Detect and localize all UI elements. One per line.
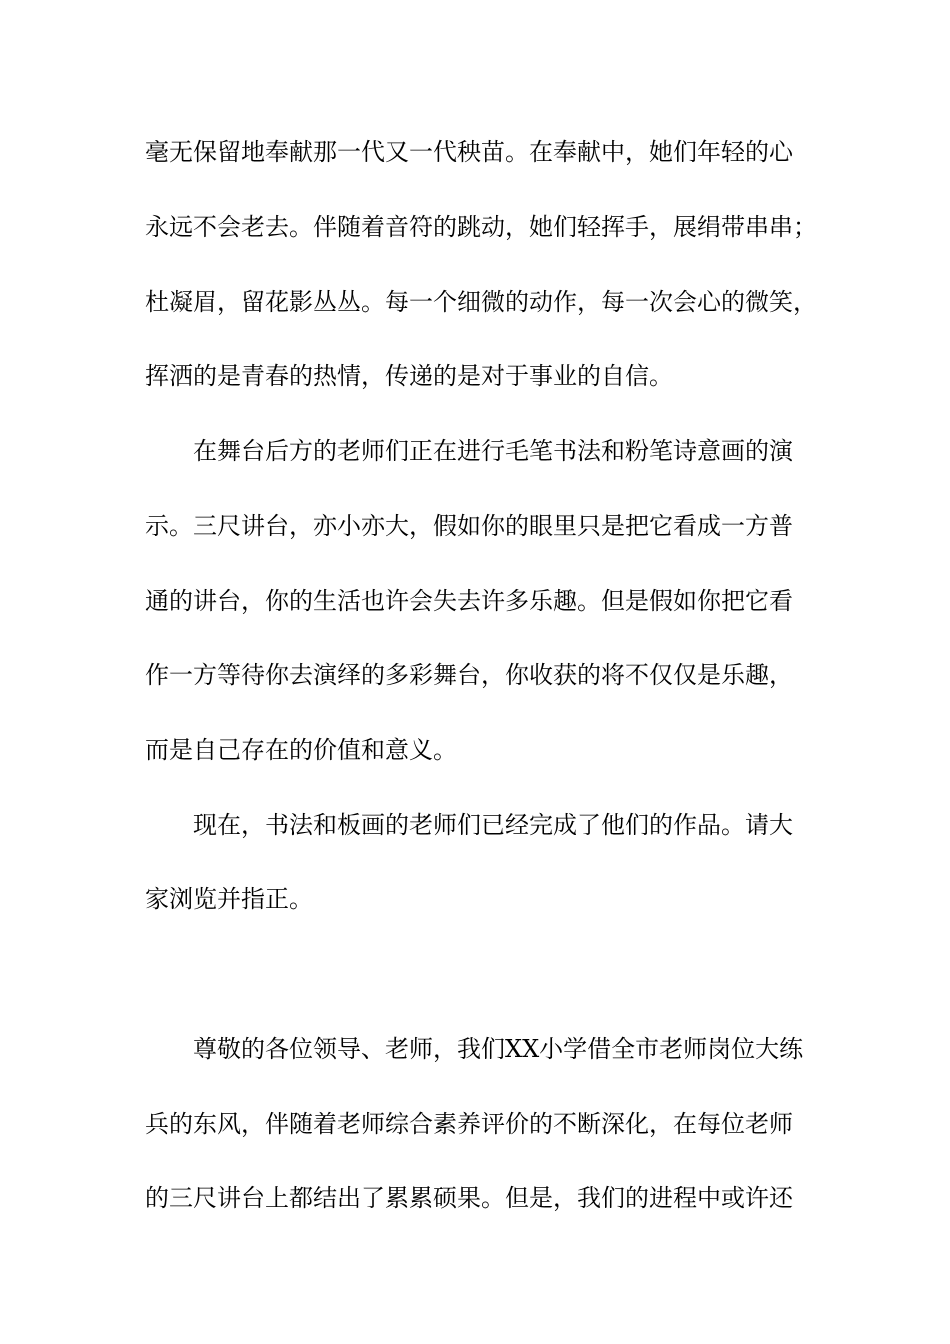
text-line: 杜凝眉，留花影丛丛。每一个细微的动作，每一次会心的微笑， (145, 288, 817, 316)
text-line: 的三尺讲台上都结出了累累硕果。但是，我们的进程中或许还 (145, 1184, 793, 1212)
text-line: 通的讲台，你的生活也许会失去许多乐趣。但是假如你把它看 (145, 587, 793, 615)
text-line: 而是自己存在的价值和意义。 (145, 736, 457, 764)
text-line: 作一方等待你去演绎的多彩舞台，你收获的将不仅仅是乐趣， (145, 661, 793, 689)
text-line: 尊敬的各位领导、老师，我们XX小学借全市老师岗位大练 (193, 1035, 804, 1063)
text-line: 现在，书法和板画的老师们已经完成了他们的作品。请大 (193, 811, 793, 839)
text-line: 挥洒的是青春的热情，传递的是对于事业的自信。 (145, 362, 673, 390)
text-line: 家浏览并指正。 (145, 885, 313, 913)
text-line: 在舞台后方的老师们正在进行毛笔书法和粉笔诗意画的演 (193, 437, 793, 465)
text-line: 兵的东风，伴随着老师综合素养评价的不断深化，在每位老师 (145, 1110, 793, 1138)
text-line: 永远不会老去。伴随着音符的跳动，她们轻挥手，展绢带串串； (145, 213, 817, 241)
text-line: 示。三尺讲台，亦小亦大，假如你的眼里只是把它看成一方普 (145, 512, 793, 540)
text-line: 毫无保留地奉献那一代又一代秧苗。在奉献中，她们年轻的心 (145, 138, 793, 166)
